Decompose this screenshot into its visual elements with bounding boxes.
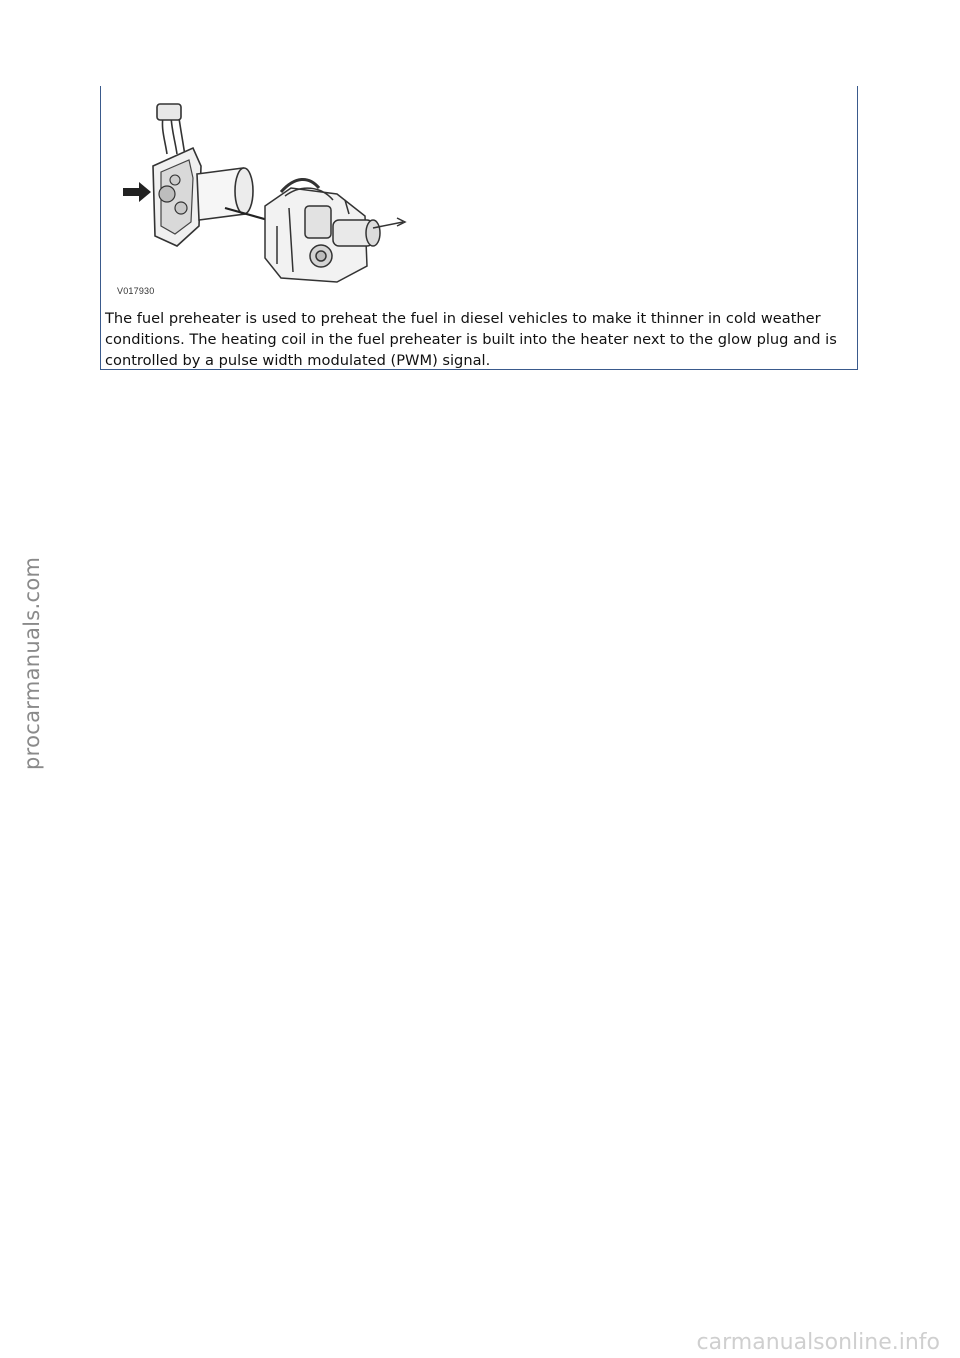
content-frame (100, 86, 858, 370)
side-watermark[interactable]: procarmanuals.com (20, 556, 44, 770)
body-paragraph: The fuel preheater is used to preheat the fuel in diesel vehicles to make it thinner in cold weather conditions. The heating coil in the fuel preheater is built into the heater next to the glow plug and is controlled by a pulse width modulated (PWM) signal. (105, 310, 837, 369)
bottom-watermark[interactable]: carmanualsonline.info (696, 1330, 940, 1355)
figure-code: V017930 (117, 286, 155, 296)
fuel-preheater-illustration-icon (105, 96, 415, 296)
fuel-preheater-figure (105, 96, 415, 296)
